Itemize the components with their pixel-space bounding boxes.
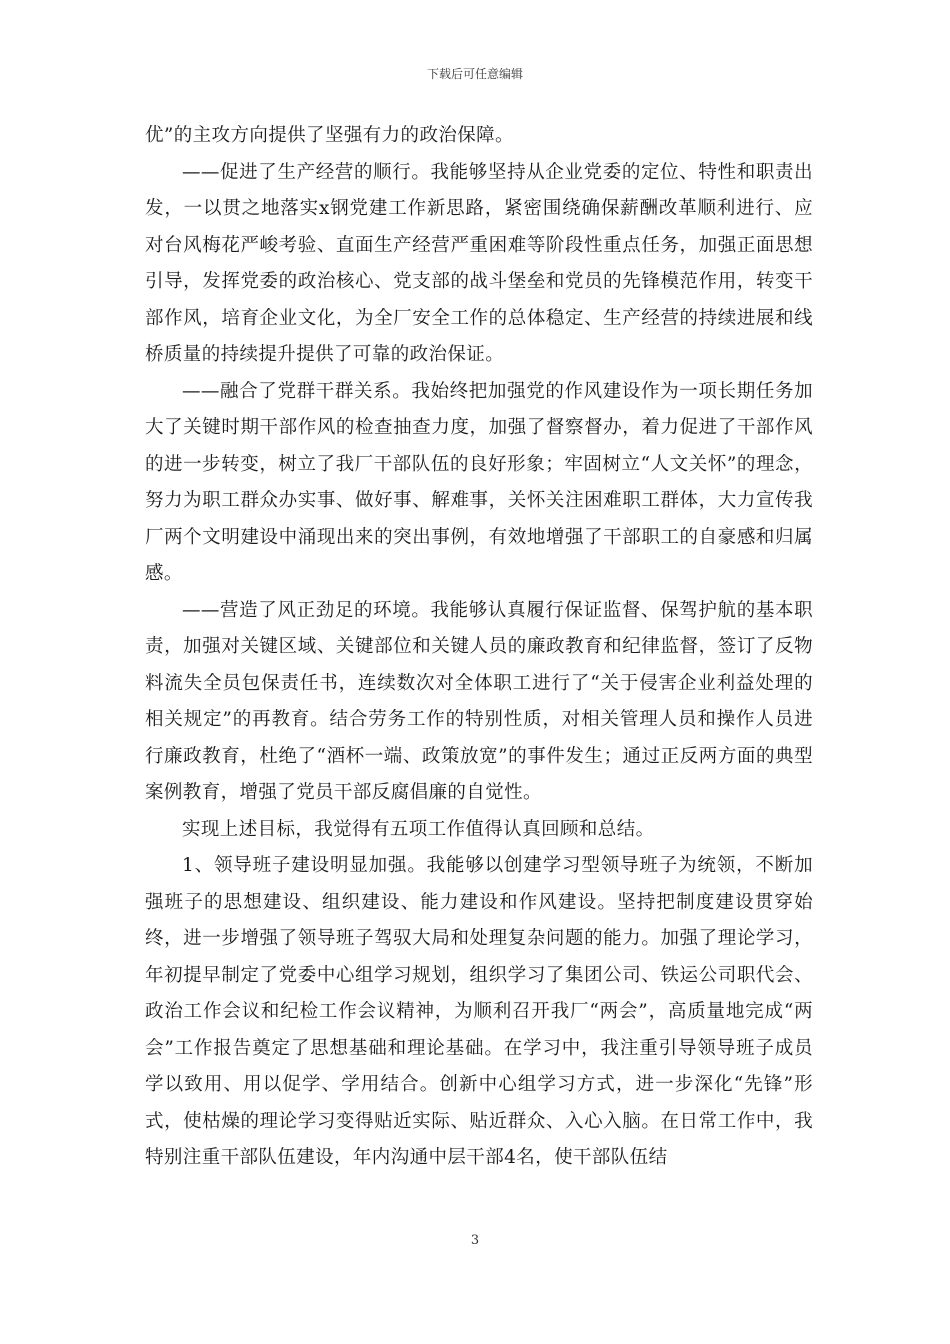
- document-body: [145, 118, 813, 1177]
- page-number: 3: [470, 1233, 480, 1248]
- paragraph-production: ——促进了生产经营的顺行。我能够坚持从企业党委的定位、特性和职责出发，一以贯之地落实x钢党建工作新思路，紧密围绕确保薪酬改革顺利进行、应对台风梅花严峻考验、直面生产经营严重困难等阶段性重点任务，加强正面思想引导，发挥党委的政治核心、党支部的战斗堡垒和党员的先锋模范作用，转变干部作风，培育企业文化，为全厂安全工作的总体稳定、生产经营的持续进展和线桥质量的持续提升提供了可靠的政治保证。: [145, 161, 813, 365]
- paragraph-relations: ——融合了党群干群关系。我始终把加强党的作风建设作为一项长期任务加大了关键时期干部作风的检查抽查力度，加强了督察督办，着力促进了干部作风的进一步转变，树立了我厂干部队伍的良好形象；牢固树立“人文关怀”的理念，努力为职工群众办实事、做好事、解难事，关怀关注困难职工群体，大力宣传我厂两个文明建设中涌现出来的突出事例，有效地增强了干部职工的自豪感和归属感。: [145, 380, 813, 584]
- paragraph-environment: ——营造了风正劲足的环境。我能够认真履行保证监督、保驾护航的基本职责，加强对关键区域、关键部位和关键人员的廉政教育和纪律监督，签订了反物料流失全员包保责任书，连续数次对全体职工进行了“关于侵害企业利益处理的相关规定”的再教育。结合劳务工作的特别性质，对相关管理人员和操作人员进行廉政教育，杜绝了“酒杯一端、政策放宽”的事件发生；通过正反两方面的典型案例教育，增强了党员干部反腐倡廉的自觉性。: [145, 599, 813, 803]
- page-header: 下载后可任意编辑: [426, 67, 523, 81]
- paragraph-continuation: 优”的主攻方向提供了坚强有力的政治保障。: [145, 125, 514, 146]
- paragraph-summary: 实现上述目标，我觉得有五项工作值得认真回顾和总结。: [182, 818, 655, 840]
- paragraph-leadership: 1、领导班子建设明显加强。我能够以创建学习型领导班子为统领，不断加强班子的思想建设、组织建设、能力建设和作风建设。坚持把制度建设贯穿始终，进一步增强了领导班子驾驭大局和处理复杂问题的能力。加强了理论学习，年初提早制定了党委中心组学习规划，组织学习了集团公司、铁运公司职代会、政治工作会议和纪检工作会议精神，为顺利召开我厂“两会”，高质量地完成“两会”工作报告奠定了思想基础和理论基础。在学习中，我注重引导领导班子成员学以致用、用以促学、学用结合。创新中心组学习方式，进一步深化“先锋”形式，使枯燥的理论学习变得贴近实际、贴近群众、入心入脑。在日常工作中，我特别注重干部队伍建设，年内沟通中层干部4名，使干部队伍结: [145, 855, 813, 1168]
